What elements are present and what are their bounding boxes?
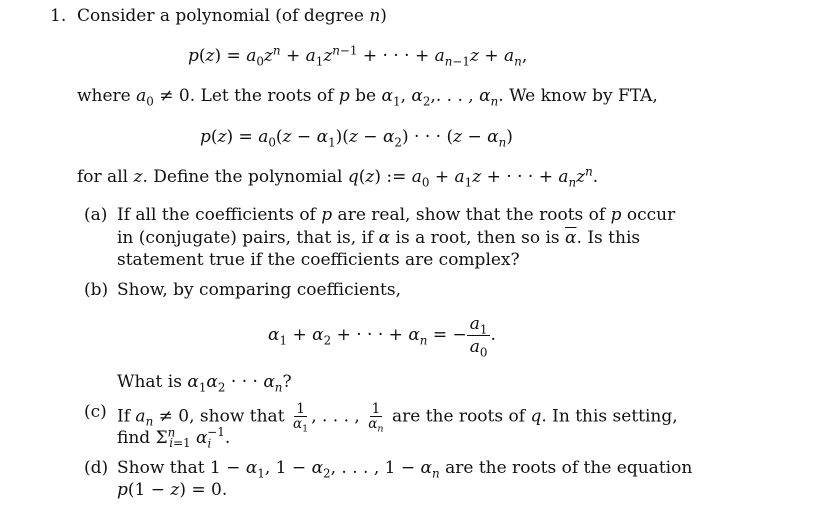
part-a-label: (a): [84, 205, 108, 225]
part-b-label: (b): [84, 280, 109, 300]
part-d-line2: p(1 − z) = 0.: [117, 480, 228, 500]
part-c-line2: find $\Sigma^n_{i=1}$ $\alpha_i^{-1}$.: [117, 425, 231, 451]
part-c-line1: If $a_n \ne 0$, show that $\frac{1}{\alpha_1}$ , . . . , $\frac{1}{\alpha_n}$ are the roots of q. In this setting,: [117, 401, 678, 435]
problem-header: [50, 6, 387, 27]
part-a-line1: If all the coefficients of p are real, show that the roots of p occur: [117, 205, 676, 225]
part-a-line3: statement true if the coefficients are complex?: [117, 250, 520, 270]
part-d-label: (d): [84, 458, 109, 478]
part-b-line1: Show, by comparing coefficients,: [117, 280, 402, 300]
equation-factored: $p(z) = a_0(z - \alpha_1)(z - \alpha_2)$ · · · $(z - \alpha_n)$: [200, 127, 513, 150]
forall-line: for all z. Define the polynomial q(z) := $a_0 + a_1z$ + · · · + $a_nz^n$.: [77, 164, 599, 190]
where-line: where $a_0 \ne 0$. Let the roots of p be $\alpha_1$, $\alpha_2$,. . . , $\alpha_n$. We know by FTA,: [77, 86, 658, 109]
part-c-label: (c): [84, 402, 107, 422]
equation-polynomial: $p(z) = a_0z^n + a_1z^{n-1}$ + · · · + $a_{n-1}z + a_n$,: [188, 43, 528, 69]
problem-number: 1.: [50, 6, 67, 26]
part-a-line2: in (conjugate) pairs, that is, if α is a root, then so is $\overline{\alpha}$. Is this: [117, 228, 641, 248]
part-b-equation: $\alpha_1 + \alpha_2$ + · · · + $\alpha_n$ = − $\frac{a_1}{a_0}$ .: [268, 314, 496, 360]
part-d-line1: Show that $1 - \alpha_1$, $1 - \alpha_2$, . . . , $1 - \alpha_n$ are the roots of the equation: [117, 458, 693, 481]
part-b-question: What is $\alpha_1\alpha_2$ · · · $\alpha_n$?: [117, 372, 292, 395]
intro-text: Consider a polynomial (of degree n): [77, 6, 387, 26]
